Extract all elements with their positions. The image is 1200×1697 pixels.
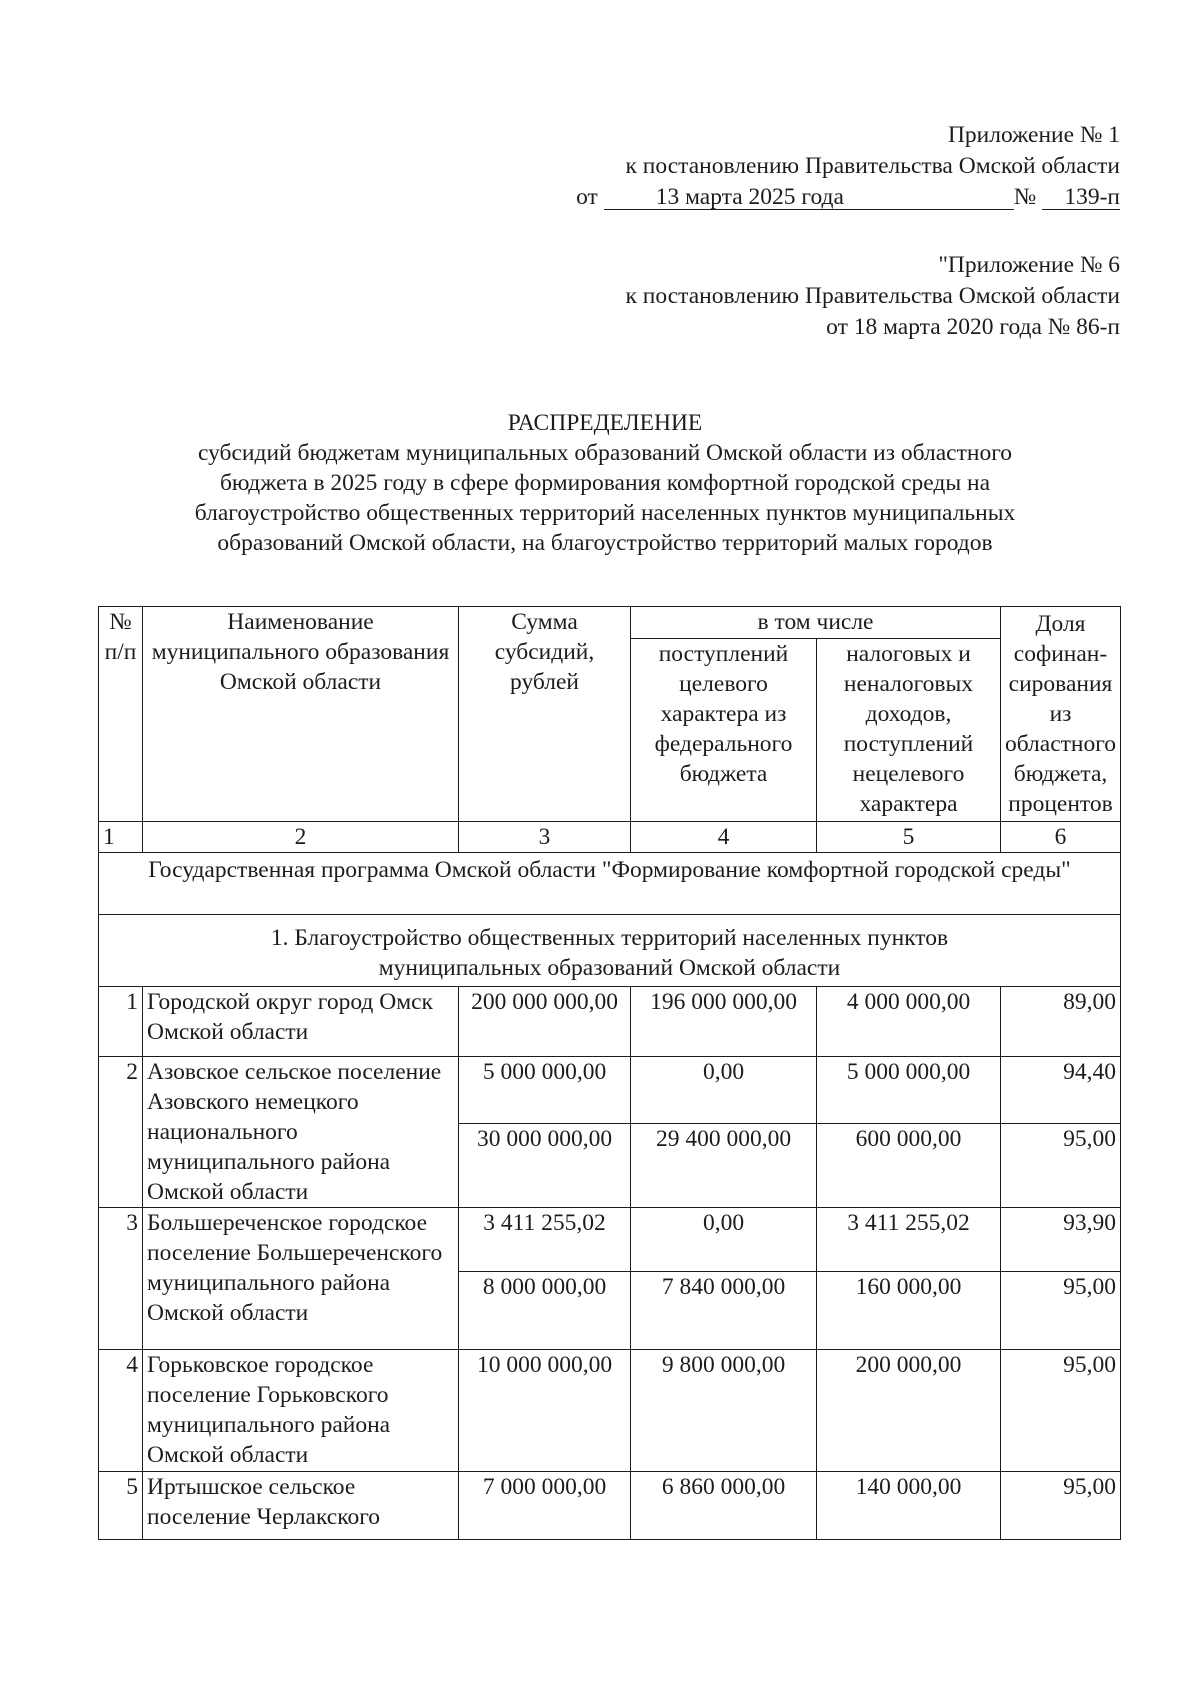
table-row (99, 1208, 1121, 1272)
date-value: 13 марта 2025 года (655, 184, 844, 210)
subsidy-sum: 200 000 000,00 (459, 987, 631, 1057)
federal-amount: 0,00 (631, 1057, 817, 1124)
table-row (99, 1472, 1121, 1540)
column-number: 2 (143, 822, 459, 853)
appendix-6-header (520, 250, 1120, 343)
municipality-name: Большереченское городское поселение Большереченского муниципального района Омской области (143, 1208, 459, 1350)
appendix-6-reference: к постановлению Правительства Омской области (625, 283, 1120, 309)
header-row (99, 607, 1121, 639)
co-financing-share: 95,00 (1001, 1124, 1121, 1208)
section-row (99, 915, 1121, 987)
date-field (604, 185, 1014, 210)
title-line: образований Омской области, на благоустройство территорий малых городов (217, 530, 993, 556)
subsidy-sum: 30 000 000,00 (459, 1124, 631, 1208)
municipality-name: Городской округ город Омск Омской области (143, 987, 459, 1057)
row-number: 1 (99, 987, 143, 1057)
tax-amount: 140 000,00 (817, 1472, 1001, 1540)
appendix-1-reference: к постановлению Правительства Омской области (625, 153, 1120, 179)
co-financing-share: 93,90 (1001, 1208, 1121, 1272)
tax-amount: 5 000 000,00 (817, 1057, 1001, 1124)
subsidy-distribution-table (98, 606, 1121, 1540)
number-label: № (1013, 184, 1037, 210)
co-financing-share: 94,40 (1001, 1057, 1121, 1124)
tax-amount: 600 000,00 (817, 1124, 1001, 1208)
number-value: 139-п (1042, 185, 1120, 210)
column-number: 4 (631, 822, 817, 853)
federal-amount: 29 400 000,00 (631, 1124, 817, 1208)
co-financing-share: 95,00 (1001, 1350, 1121, 1472)
co-financing-share: 95,00 (1001, 1272, 1121, 1350)
subsidy-sum: 3 411 255,02 (459, 1208, 631, 1272)
header-including: в том числе (631, 607, 1001, 639)
column-numbers-row (99, 822, 1121, 853)
federal-amount: 196 000 000,00 (631, 987, 817, 1057)
title-line: субсидий бюджетам муниципальных образований Омской области из областного (197, 440, 1013, 466)
column-number: 5 (817, 822, 1001, 853)
title-heading: РАСПРЕДЕЛЕНИЕ (507, 410, 703, 436)
header-federal: поступлений целевого характера из федерального бюджета (631, 639, 817, 822)
appendix-6-title: "Приложение № 6 (938, 252, 1120, 278)
column-number: 1 (99, 822, 143, 853)
title-line: бюджета в 2025 году в сфере формирования комфортной городской среды на (219, 470, 991, 496)
appendix-6-date: от 18 марта 2020 года № 86-п (826, 314, 1120, 340)
table-row (99, 1350, 1121, 1472)
subsidy-sum: 8 000 000,00 (459, 1272, 631, 1350)
program-row (99, 853, 1121, 915)
row-number: 2 (99, 1057, 143, 1208)
federal-amount: 7 840 000,00 (631, 1272, 817, 1350)
federal-amount: 9 800 000,00 (631, 1350, 817, 1472)
federal-amount: 0,00 (631, 1208, 817, 1272)
subsidy-sum: 10 000 000,00 (459, 1350, 631, 1472)
federal-amount: 6 860 000,00 (631, 1472, 817, 1540)
tax-amount: 200 000,00 (817, 1350, 1001, 1472)
co-financing-share: 89,00 (1001, 987, 1121, 1057)
column-number: 6 (1001, 822, 1121, 853)
subsidy-sum: 5 000 000,00 (459, 1057, 631, 1124)
row-number: 4 (99, 1350, 143, 1472)
appendix-1-date-line (520, 182, 1120, 213)
table-row (99, 987, 1121, 1057)
subsidy-sum: 7 000 000,00 (459, 1472, 631, 1540)
header-tax: налоговых и неналоговых доходов, поступлений нецелевого характера (817, 639, 1001, 822)
document-title (90, 408, 1120, 558)
municipality-name: Азовское сельское поселение Азовского немецкого национального муниципального района Омской области (143, 1057, 459, 1208)
row-number: 5 (99, 1472, 143, 1540)
appendix-1-header (520, 120, 1120, 213)
row-number: 3 (99, 1208, 143, 1350)
header-num: № п/п (99, 607, 143, 822)
header-share: Доля софинан- сирования из областного бюджета, процентов (1001, 607, 1121, 822)
header-sum: Сумма субсидий, рублей (459, 607, 631, 822)
section-title: 1. Благоустройство общественных территорий населенных пунктов муниципальных образований Омской области (99, 915, 1121, 987)
tax-amount: 3 411 255,02 (817, 1208, 1001, 1272)
program-title: Государственная программа Омской области "Формирование комфортной городской среды" (99, 853, 1121, 915)
co-financing-share: 95,00 (1001, 1472, 1121, 1540)
tax-amount: 4 000 000,00 (817, 987, 1001, 1057)
tax-amount: 160 000,00 (817, 1272, 1001, 1350)
municipality-name: Горьковское городское поселение Горьковского муниципального района Омской области (143, 1350, 459, 1472)
title-line: благоустройство общественных территорий населенных пунктов муниципальных (194, 500, 1016, 526)
table-row (99, 1057, 1121, 1124)
municipality-name: Иртышское сельское поселение Черлакского (143, 1472, 459, 1540)
appendix-1-title: Приложение № 1 (947, 122, 1120, 148)
header-name: Наименование муниципального образования Омской области (143, 607, 459, 822)
from-label: от (576, 184, 598, 210)
column-number: 3 (459, 822, 631, 853)
